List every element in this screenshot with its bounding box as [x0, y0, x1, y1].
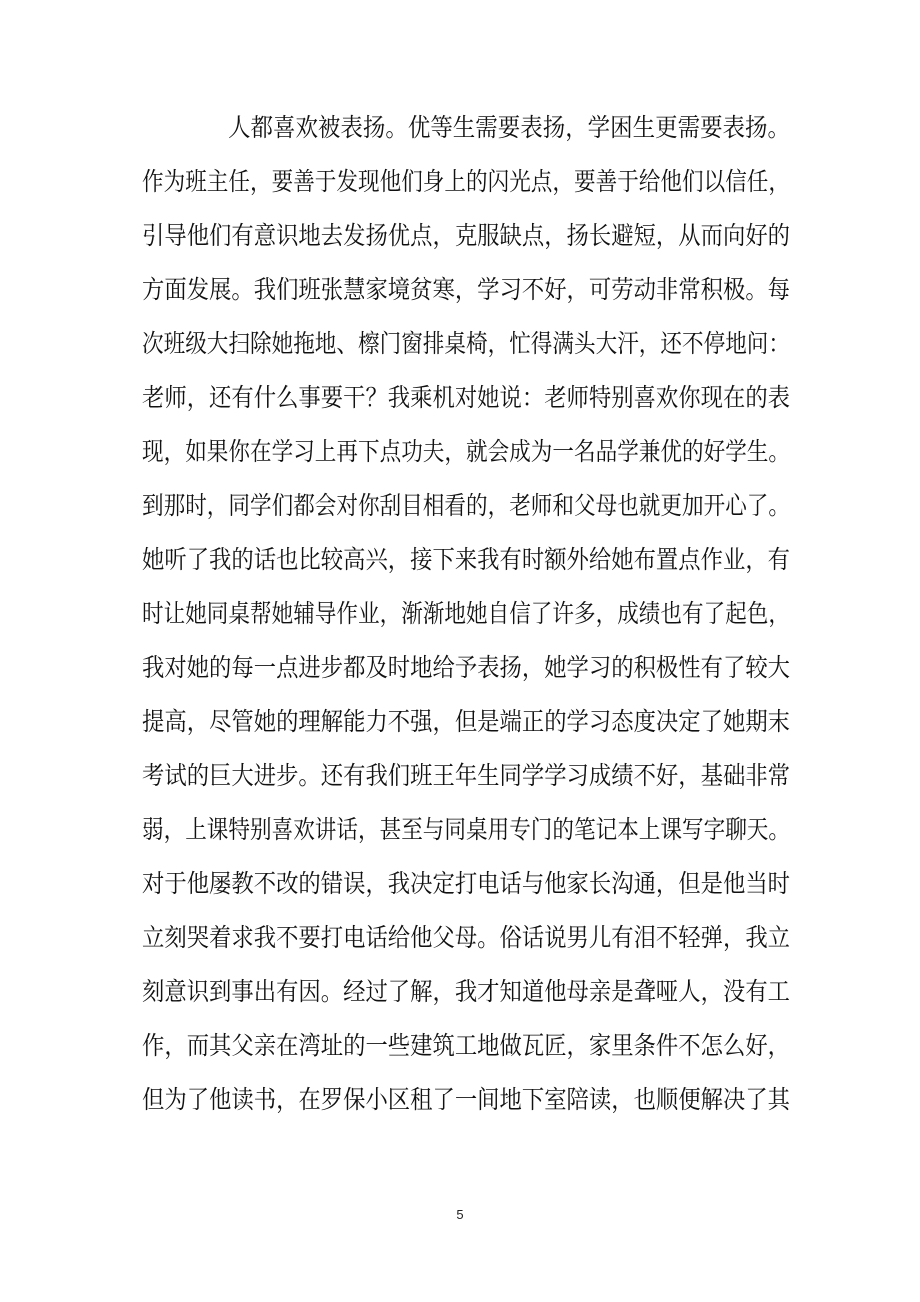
text-line-7: 现，如果你在学习上再下点功夫，就会成为一名品学兼优的好学生。	[142, 437, 791, 466]
page-number: 5	[456, 1207, 464, 1222]
text-line-19: 但为了他读书，在罗保小区租了一间地下室陪读，也顺便解决了其	[142, 1085, 791, 1114]
text-line-3: 引导他们有意识地去发扬优点，克服缺点，扬长避短，从而向好的	[142, 221, 791, 250]
text-line-1: 人都喜欢被表扬。优等生需要表扬，学困生更需要表扬。	[228, 113, 791, 142]
text-line-10: 时让她同桌帮她辅导作业，渐渐地她自信了许多，成绩也有了起色，	[142, 599, 791, 628]
text-line-17: 刻意识到事出有因。经过了解，我才知道他母亲是聋哑人，没有工	[142, 977, 791, 1006]
text-line-5: 次班级大扫除她拖地、檫门窗排桌椅，忙得满头大汗，还不停地问：	[142, 329, 791, 358]
text-line-16: 立刻哭着求我不要打电话给他父母。俗话说男儿有泪不轻弹，我立	[142, 923, 791, 952]
text-line-13: 考试的巨大进步。还有我们班王年生同学学习成绩不好，基础非常	[142, 761, 791, 790]
text-line-14: 弱，上课特别喜欢讲话，甚至与同桌用专门的笔记本上课写字聊天。	[142, 815, 791, 844]
text-line-15: 对于他屡教不改的错误，我决定打电话与他家长沟通，但是他当时	[142, 869, 791, 898]
text-line-9: 她听了我的话也比较高兴，接下来我有时额外给她布置点作业，有	[142, 545, 791, 574]
text-line-4: 方面发展。我们班张慧家境贫寒，学习不好，可劳动非常积极。每	[142, 275, 791, 304]
text-line-2: 作为班主任，要善于发现他们身上的闪光点，要善于给他们以信任，	[142, 167, 791, 196]
text-line-6: 老师，还有什么事要干？我乘机对她说：老师特别喜欢你现在的表	[142, 383, 791, 412]
text-line-11: 我对她的每一点进步都及时地给予表扬，她学习的积极性有了较大	[142, 653, 791, 682]
text-line-18: 作，而其父亲在湾址的一些建筑工地做瓦匠，家里条件不怎么好，	[142, 1031, 791, 1060]
text-line-8: 到那时，同学们都会对你刮目相看的，老师和父母也就更加开心了。	[142, 491, 791, 520]
text-line-12: 提高，尽管她的理解能力不强，但是端正的学习态度决定了她期末	[142, 707, 791, 736]
